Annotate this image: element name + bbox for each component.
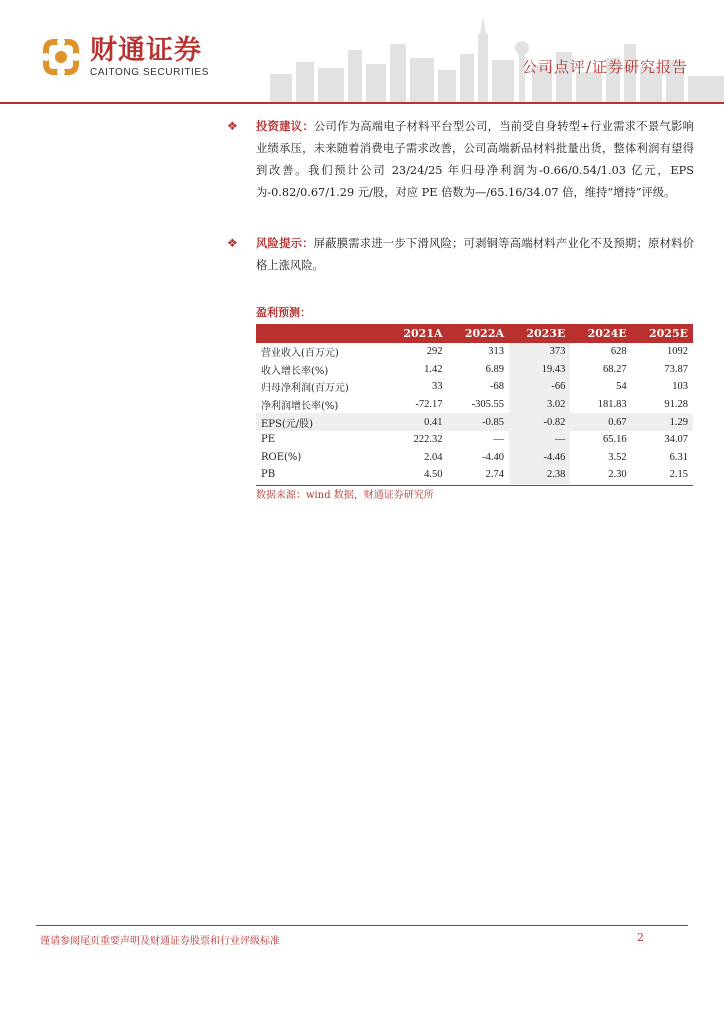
- table-cell: 91.28: [664, 399, 688, 411]
- table-cell: 2.38: [509, 466, 570, 484]
- table-cell: -305.55: [471, 399, 505, 411]
- table-cell: 103: [672, 381, 688, 393]
- investment-advice: [227, 115, 694, 204]
- table-cell: 68.27: [603, 363, 627, 375]
- table-cell: 2.04: [424, 451, 443, 463]
- table-cell: 3.02: [509, 396, 570, 414]
- table-cell: 1092: [667, 346, 688, 358]
- data-source: 数据来源：wind 数据，财通证券研究所: [256, 490, 434, 501]
- bullet-label: 投资建议：: [256, 119, 314, 133]
- row-label: 营业收入(百万元): [261, 348, 339, 360]
- row-label: EPS(元/股): [256, 413, 386, 431]
- footer-divider: [36, 925, 688, 926]
- table-cell: -0.82: [509, 413, 570, 431]
- table-cell: 2.30: [608, 469, 627, 481]
- table-cell: -4.46: [509, 449, 570, 467]
- table-cell: 6.89: [485, 363, 505, 375]
- header-cell: 2024E: [570, 324, 631, 343]
- header-cell: 2025E: [632, 324, 693, 343]
- row-label: 归母净利润(百万元): [261, 383, 349, 395]
- brand-logo: [38, 34, 209, 80]
- header-divider: [0, 102, 724, 104]
- table-cell: 2.15: [669, 469, 688, 481]
- bullet-label: 风险提示：: [256, 236, 314, 250]
- table-cell: -4.40: [482, 451, 505, 463]
- table-cell: 313: [488, 346, 505, 358]
- table-row: [256, 413, 693, 431]
- row-label: PB: [261, 469, 276, 481]
- table-row: [256, 343, 693, 361]
- table-cell: 33: [432, 381, 443, 393]
- row-label: ROE(%): [261, 451, 302, 463]
- table-cell: 0.41: [386, 413, 448, 431]
- earnings-forecast-table: [256, 324, 693, 484]
- header-cell: [256, 324, 386, 343]
- table-cell: 222.32: [413, 434, 443, 446]
- table-cell: —: [509, 431, 570, 449]
- table-row: [256, 466, 693, 484]
- header-cell: 2022A: [448, 324, 510, 343]
- table-cell: -66: [509, 378, 570, 396]
- table-cell: 73.87: [664, 363, 688, 375]
- table-cell: -72.17: [415, 399, 443, 411]
- table-row: [256, 396, 693, 414]
- table-cell: 6.31: [669, 451, 688, 463]
- table-cell: 373: [509, 343, 570, 361]
- table-row: [256, 378, 693, 396]
- header-cell: 2021A: [386, 324, 448, 343]
- table-cell: 34.07: [664, 434, 688, 446]
- brand-name-cn: 财通证券: [90, 35, 202, 66]
- risk-warning: [227, 232, 694, 277]
- table-cell: 1.42: [424, 363, 443, 375]
- table-cell: 1.29: [632, 413, 693, 431]
- table-cell: 19.43: [509, 361, 570, 379]
- header-cell: 2023E: [509, 324, 570, 343]
- row-label: PE: [261, 434, 276, 446]
- table-cell: -68: [490, 381, 505, 393]
- bullet-diamond-icon: ❖: [227, 119, 238, 133]
- report-type: 公司点评/证券研究报告: [521, 58, 688, 76]
- table-cell: 628: [610, 346, 627, 358]
- table-row: [256, 361, 693, 379]
- table-cell: 4.50: [424, 469, 443, 481]
- footer-disclaimer: 谨请参阅尾页重要声明及财通证券股票和行业评级标准: [40, 936, 280, 947]
- table-row: [256, 449, 693, 467]
- row-label: 收入增长率(%): [261, 365, 329, 377]
- bullet-text: 公司作为高端电子材料平台型公司，当前受自身转型+行业需求不景气影响业绩承压，未来随着消费电子需求改善，公司高端新品材料批量出货，整体利润有望得到改善。我们预计公司 23/24/25 年归母净利润为-0.66/0.54/1.03 亿元，EPS 为-0.82/0.67/1.29 元/股，对应 PE 倍数为—/65.16/34.07 倍，维持“增持”评级。: [256, 120, 694, 199]
- table-cell: 181.83: [597, 399, 627, 411]
- table-cell: -0.85: [448, 413, 510, 431]
- table-row: [256, 431, 693, 449]
- table-cell: 2.74: [485, 469, 505, 481]
- bullet-diamond-icon: ❖: [227, 236, 238, 250]
- table-cell: 65.16: [603, 434, 627, 446]
- table-cell: 0.67: [570, 413, 631, 431]
- brand-name-en: CAITONG SECURITIES: [90, 67, 209, 78]
- table-cell: 3.52: [608, 451, 627, 463]
- caitong-logo-icon: [38, 34, 84, 80]
- table-title: 盈利预测：: [256, 306, 311, 319]
- table-cell: —: [493, 434, 505, 446]
- page-number: 2: [637, 931, 644, 944]
- table-header-row: [256, 324, 693, 343]
- row-label: 净利润增长率(%): [261, 401, 339, 413]
- table-cell: 54: [616, 381, 627, 393]
- page-header: [0, 0, 724, 104]
- bullet-text: 屏蔽膜需求进一步下滑风险；可剥铜等高端材料产业化不及预期；原材料价格上涨风险。: [256, 237, 694, 272]
- table-cell: 292: [426, 346, 443, 358]
